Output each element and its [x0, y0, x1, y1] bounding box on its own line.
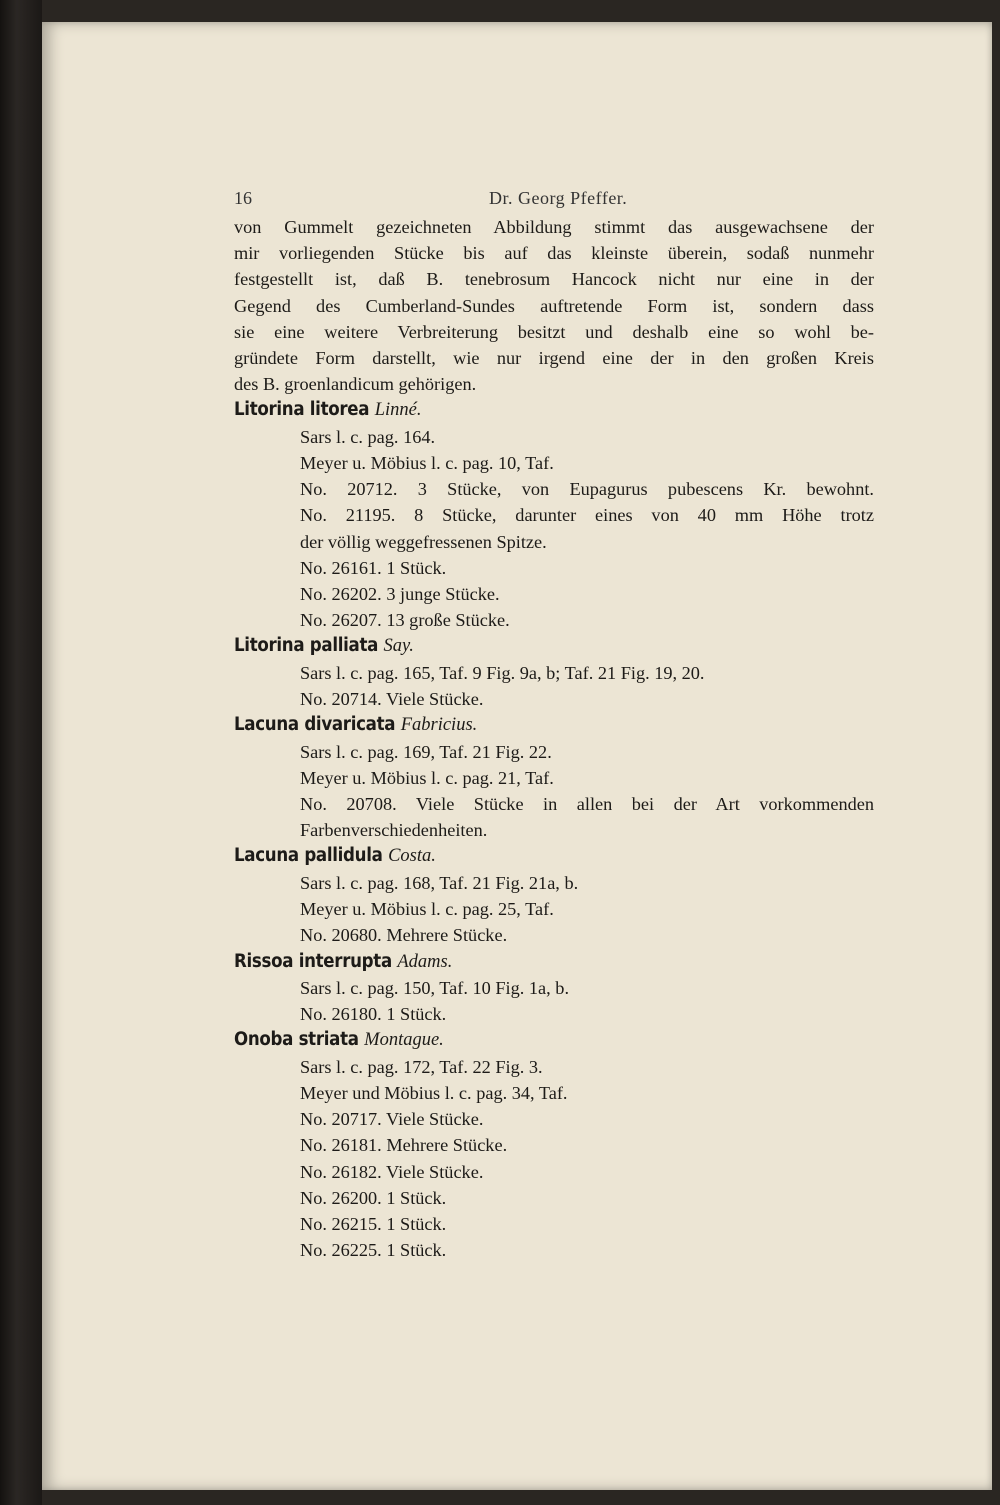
text-line: von Gummelt gezeichneten Abbildung stimmt das ausgewachsene der	[234, 217, 874, 237]
page-content	[234, 182, 874, 1263]
species-heading	[234, 633, 874, 659]
book-binding	[0, 0, 42, 1505]
specimen-line: No. 26182. Viele Stücke.	[300, 1161, 484, 1182]
page-number: 16	[234, 188, 252, 208]
specimen-line: No. 26207. 13 große Stücke.	[300, 610, 510, 631]
specimen-line: No. 20717. Viele Stücke.	[300, 1109, 484, 1130]
reference-line: Sars l. c. pag. 150, Taf. 10 Fig. 1a, b.	[300, 977, 570, 998]
reference-line: Sars l. c. pag. 164.	[300, 426, 436, 447]
species-author: Costa.	[388, 846, 436, 867]
species-section	[234, 712, 874, 843]
species-author: Adams.	[397, 951, 453, 972]
species-author: Linné.	[374, 400, 422, 421]
species-name: Rissoa interrupta	[234, 950, 392, 972]
reference-line: Sars l. c. pag. 165, Taf. 9 Fig. 9a, b; Taf. 21 Fig. 19, 20.	[300, 662, 705, 683]
specimen-line: No. 26200. 1 Stück.	[300, 1187, 447, 1208]
reference-line: Sars l. c. pag. 168, Taf. 21 Fig. 21a, b.	[300, 872, 579, 893]
species-heading	[234, 397, 874, 423]
species-heading	[234, 843, 874, 869]
reference-line: Meyer und Möbius l. c. pag. 34, Taf.	[300, 1082, 568, 1103]
species-author: Montague.	[364, 1030, 444, 1051]
species-author: Fabricius.	[400, 715, 478, 736]
reference-line: Sars l. c. pag. 172, Taf. 22 Fig. 3.	[300, 1056, 543, 1077]
text-line: festgestellt ist, daß B. tenebrosum Hancock nicht nur eine in der	[234, 269, 874, 290]
species-name: Lacuna pallidula	[234, 845, 383, 867]
species-section	[234, 949, 874, 1028]
reference-line: Meyer u. Möbius l. c. pag. 10, Taf.	[300, 453, 554, 474]
species-section	[234, 843, 874, 948]
species-heading	[234, 949, 874, 975]
text-line: mir vorliegenden Stücke bis auf das kleinste überein, sodaß nunmehr	[234, 243, 874, 264]
species-section	[234, 397, 874, 633]
page-header	[234, 182, 874, 214]
text-line: Gegend des Cumberland-Sundes auftretende Form ist, sondern dass	[234, 295, 874, 316]
specimen-line: No. 26225. 1 Stück.	[300, 1240, 447, 1261]
specimen-line: No. 20680. Mehrere Stücke.	[300, 925, 508, 946]
reference-line: Meyer u. Möbius l. c. pag. 21, Taf.	[300, 767, 554, 788]
specimen-line: No. 26202. 3 junge Stücke.	[300, 584, 500, 605]
specimen-line-continuation: Farbenverschiedenheiten.	[300, 820, 488, 841]
reference-line: Sars l. c. pag. 169, Taf. 21 Fig. 22.	[300, 741, 552, 762]
species-name: Litorina litorea	[234, 399, 370, 421]
specimen-line: No. 26161. 1 Stück.	[300, 557, 447, 578]
species-section	[234, 1027, 874, 1263]
specimen-line: No. 20708. Viele Stücke in allen bei der Art vorkommenden	[300, 794, 874, 815]
specimen-line: No. 26180. 1 Stück.	[300, 1004, 447, 1025]
reference-line: Meyer u. Möbius l. c. pag. 25, Taf.	[300, 899, 554, 920]
specimen-line: No. 21195. 8 Stücke, darunter eines von 40 mm Höhe trotz	[300, 505, 874, 526]
specimen-line: No. 26215. 1 Stück.	[300, 1213, 447, 1234]
text-line: des B. groenlandicum gehörigen.	[234, 374, 477, 395]
species-name: Lacuna divaricata	[234, 714, 396, 736]
specimen-line: No. 20714. Viele Stücke.	[300, 689, 484, 710]
species-author: Say.	[383, 636, 414, 657]
intro-paragraph	[234, 214, 874, 397]
species-heading	[234, 1027, 874, 1053]
specimen-line: No. 20712. 3 Stücke, von Eupagurus pubescens Kr. bewohnt.	[300, 479, 874, 500]
species-section	[234, 633, 874, 712]
species-name: Litorina palliata	[234, 635, 379, 657]
species-name: Onoba striata	[234, 1029, 359, 1051]
text-line: sie eine weitere Verbreiterung besitzt und deshalb eine so wohl be-	[234, 321, 874, 342]
specimen-line: No. 26181. Mehrere Stücke.	[300, 1135, 508, 1156]
specimen-line-continuation: der völlig weggefressenen Spitze.	[300, 531, 547, 552]
species-heading	[234, 712, 874, 738]
book-page	[42, 22, 992, 1490]
text-line: gründete Form darstellt, wie nur irgend eine der in den großen Kreis	[234, 348, 874, 369]
running-head: Dr. Georg Pfeffer.	[489, 188, 628, 208]
